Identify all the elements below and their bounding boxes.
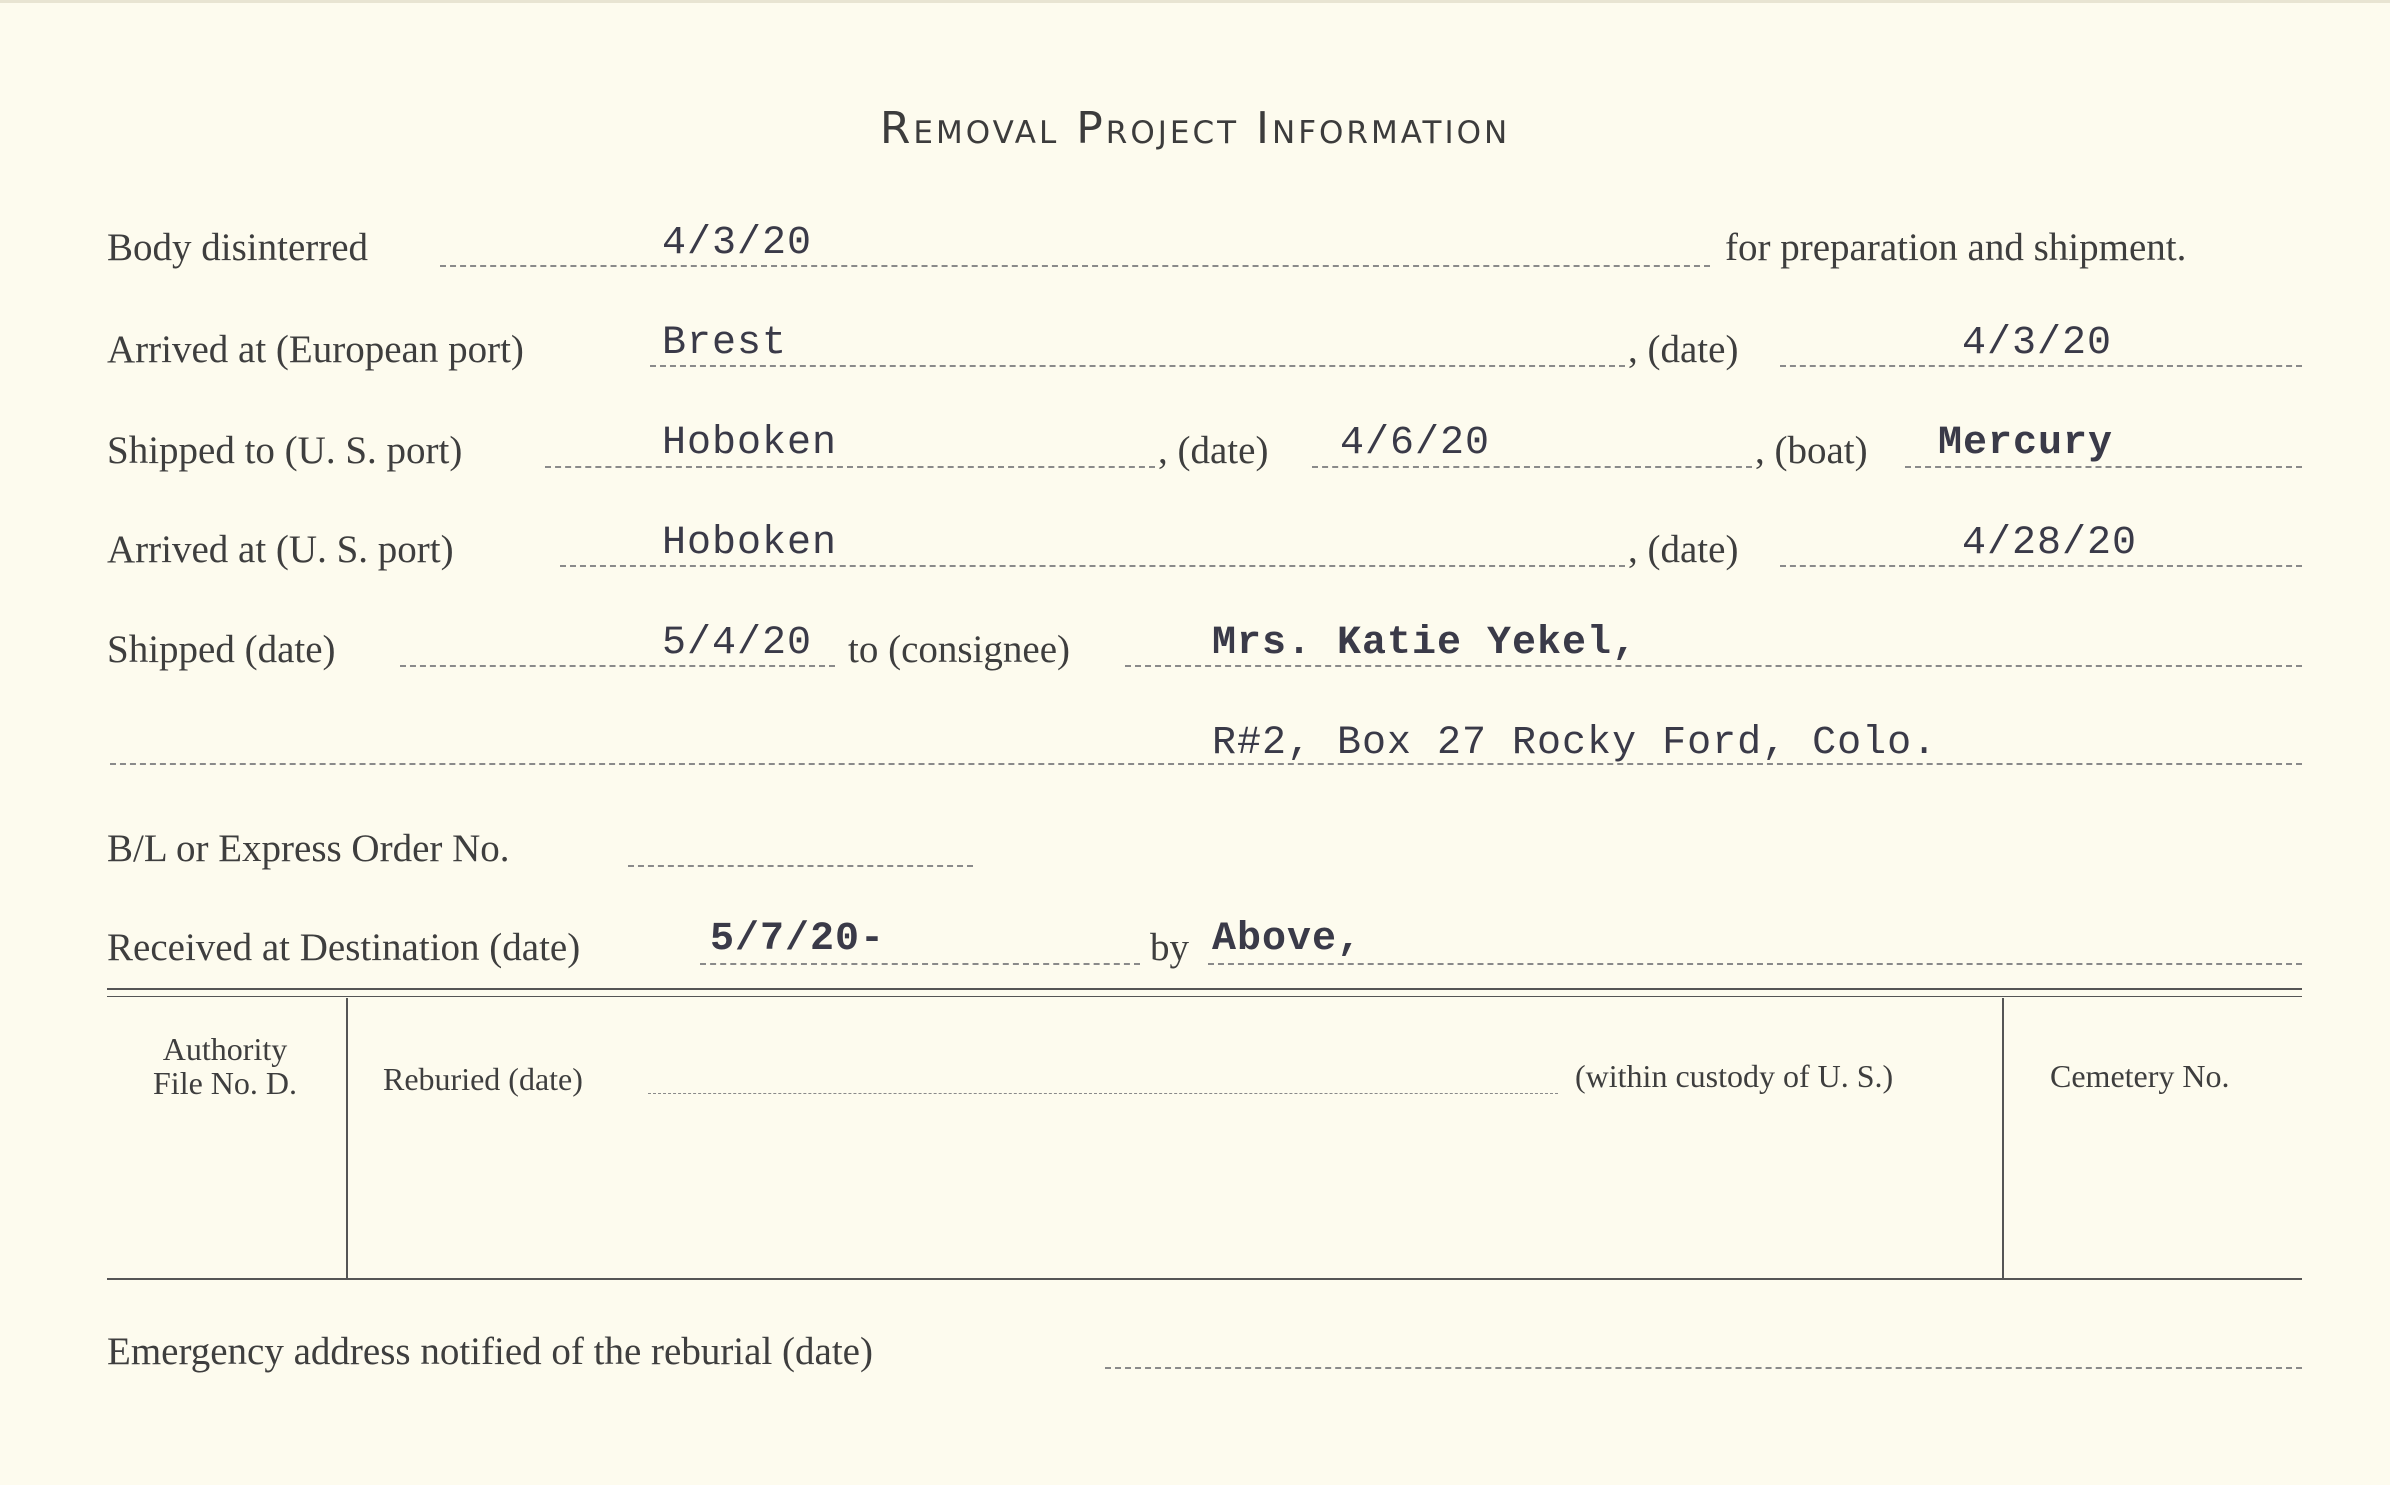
bl-order-label: B/L or Express Order No. — [107, 827, 510, 870]
arrived-european-port-value: Brest — [662, 321, 788, 366]
consignee-address-value: R#2, Box 27 Rocky Ford, Colo. — [1212, 721, 1938, 766]
shipped-us-date-value: 4/6/20 — [1340, 421, 1491, 466]
shipped-date-value: 5/4/20 — [662, 621, 813, 666]
shipped-us-boat-label: , (boat) — [1755, 429, 1868, 472]
received-label: Received at Destination (date) — [107, 926, 581, 969]
shipped-us-port-value: Hoboken — [662, 421, 838, 466]
arrived-us-date-value: 4/28/20 — [1962, 521, 2138, 566]
shipped-us-date-line — [1312, 466, 1752, 468]
shipped-us-port-line — [545, 466, 1155, 468]
consignee-address-line — [110, 763, 2302, 765]
authority-label: Authority — [162, 1031, 288, 1067]
body-disinterred-line — [440, 265, 1710, 267]
arrived-us-port-value: Hoboken — [662, 521, 838, 566]
bl-order-line — [628, 865, 973, 867]
preparation-shipment-label: for preparation and shipment. — [1725, 226, 2187, 269]
arrived-european-label: Arrived at (European port) — [107, 328, 524, 371]
received-by-line — [1208, 963, 2302, 965]
box-top-rule — [107, 988, 2302, 990]
arrived-european-date-label: , (date) — [1628, 328, 1739, 371]
card-title — [0, 103, 2390, 154]
shipped-date-label: Shipped (date) — [107, 628, 336, 671]
shipped-us-label: Shipped to (U. S. port) — [107, 429, 463, 472]
shipped-us-boat-value: Mercury — [1938, 421, 2114, 466]
reburied-line — [648, 1093, 1558, 1094]
emergency-line — [1105, 1367, 2302, 1369]
card-title-text: Removal Project Information — [879, 103, 1511, 154]
shipped-us-date-label: , (date) — [1158, 429, 1269, 472]
arrived-us-date-label: , (date) — [1628, 528, 1739, 571]
received-by-label: by — [1150, 926, 1189, 969]
consignee-label: to (consignee) — [848, 628, 1071, 671]
box-top-rule-inner — [107, 996, 2302, 997]
reburied-label: Reburied (date) — [383, 1061, 583, 1097]
arrived-us-label: Arrived at (U. S. port) — [107, 528, 454, 571]
received-date-value: 5/7/20- — [710, 917, 886, 962]
body-disinterred-label: Body disinterred — [107, 226, 369, 269]
custody-label: (within custody of U. S.) — [1575, 1058, 1894, 1094]
shipped-us-boat-line — [1905, 466, 2302, 468]
arrived-european-date-value: 4/3/20 — [1962, 321, 2113, 366]
received-date-line — [700, 963, 1140, 965]
consignee-value: Mrs. Katie Yekel, — [1212, 621, 1638, 666]
box-divider-right — [2002, 998, 2004, 1278]
received-by-value: Above, — [1212, 917, 1363, 962]
emergency-label: Emergency address notified of the reburial (date) — [107, 1330, 873, 1373]
arrived-european-port-line — [650, 365, 1625, 367]
box-divider-left — [346, 998, 348, 1278]
file-no-label: File No. D. — [153, 1065, 297, 1101]
body-disinterred-value: 4/3/20 — [662, 221, 813, 266]
cemetery-label: Cemetery No. — [2050, 1058, 2230, 1094]
box-bottom-rule — [107, 1278, 2302, 1280]
